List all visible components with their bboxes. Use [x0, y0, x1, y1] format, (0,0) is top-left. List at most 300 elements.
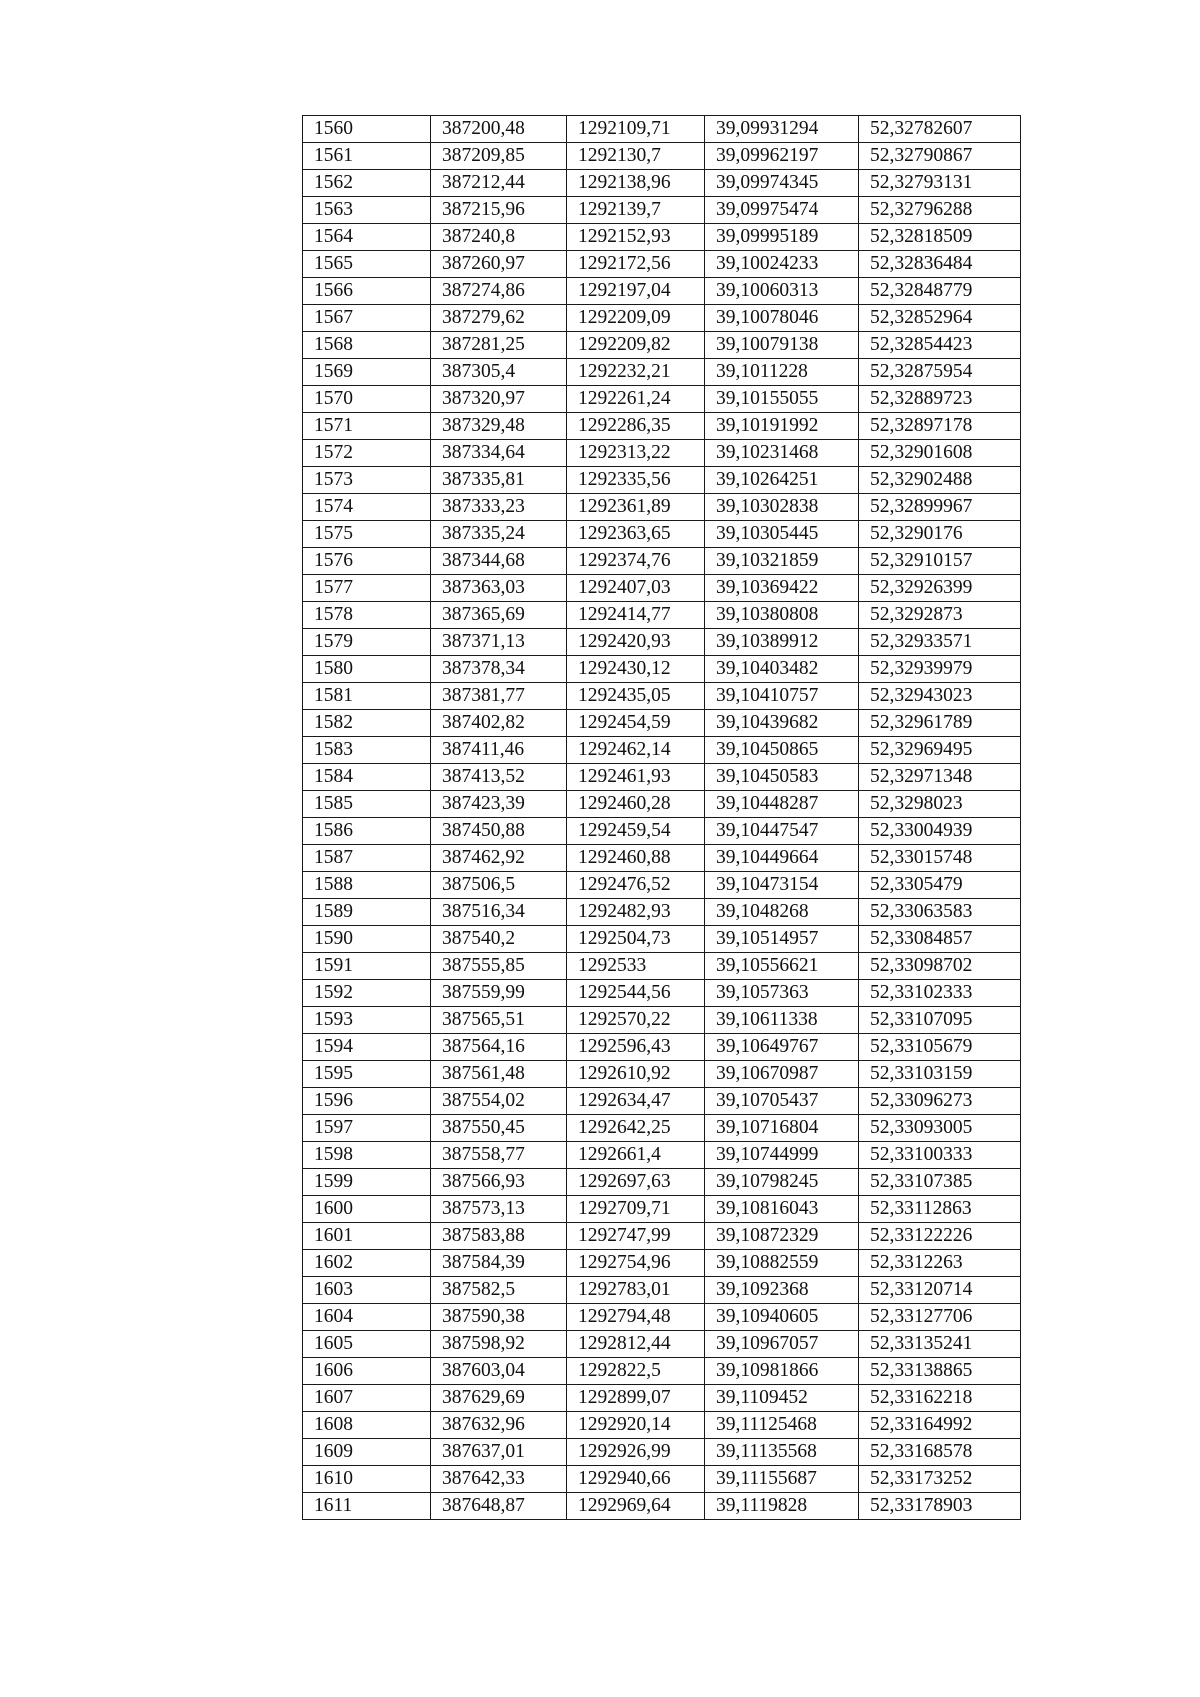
- latitude-cell: 52,33100333: [859, 1142, 1021, 1169]
- x-coordinate-cell: 387550,45: [431, 1115, 567, 1142]
- longitude-cell: 39,1057363: [705, 980, 859, 1007]
- point-number-cell: 1593: [303, 1007, 431, 1034]
- y-coordinate-cell: 1292363,65: [567, 521, 705, 548]
- point-number-cell: 1561: [303, 143, 431, 170]
- latitude-cell: 52,32939979: [859, 656, 1021, 683]
- y-coordinate-cell: 1292374,76: [567, 548, 705, 575]
- longitude-cell: 39,10473154: [705, 872, 859, 899]
- longitude-cell: 39,10403482: [705, 656, 859, 683]
- point-number-cell: 1597: [303, 1115, 431, 1142]
- longitude-cell: 39,10514957: [705, 926, 859, 953]
- point-number-cell: 1565: [303, 251, 431, 278]
- point-number-cell: 1588: [303, 872, 431, 899]
- y-coordinate-cell: 1292533: [567, 953, 705, 980]
- longitude-cell: 39,10450865: [705, 737, 859, 764]
- point-number-cell: 1574: [303, 494, 431, 521]
- longitude-cell: 39,10305445: [705, 521, 859, 548]
- y-coordinate-cell: 1292209,09: [567, 305, 705, 332]
- latitude-cell: 52,3290176: [859, 521, 1021, 548]
- latitude-cell: 52,33004939: [859, 818, 1021, 845]
- x-coordinate-cell: 387334,64: [431, 440, 567, 467]
- latitude-cell: 52,3312263: [859, 1250, 1021, 1277]
- latitude-cell: 52,32899967: [859, 494, 1021, 521]
- x-coordinate-cell: 387281,25: [431, 332, 567, 359]
- longitude-cell: 39,10981866: [705, 1358, 859, 1385]
- point-number-cell: 1579: [303, 629, 431, 656]
- table-row: [303, 953, 1021, 980]
- x-coordinate-cell: 387573,13: [431, 1196, 567, 1223]
- table-row: [303, 332, 1021, 359]
- x-coordinate-cell: 387506,5: [431, 872, 567, 899]
- x-coordinate-cell: 387561,48: [431, 1061, 567, 1088]
- longitude-cell: 39,11135568: [705, 1439, 859, 1466]
- point-number-cell: 1564: [303, 224, 431, 251]
- y-coordinate-cell: 1292794,48: [567, 1304, 705, 1331]
- latitude-cell: 52,32818509: [859, 224, 1021, 251]
- table-row: [303, 575, 1021, 602]
- longitude-cell: 39,10448287: [705, 791, 859, 818]
- y-coordinate-cell: 1292476,52: [567, 872, 705, 899]
- longitude-cell: 39,10389912: [705, 629, 859, 656]
- table-row: [303, 1034, 1021, 1061]
- latitude-cell: 52,32836484: [859, 251, 1021, 278]
- x-coordinate-cell: 387413,52: [431, 764, 567, 791]
- latitude-cell: 52,33107095: [859, 1007, 1021, 1034]
- x-coordinate-cell: 387590,38: [431, 1304, 567, 1331]
- table-row: [303, 278, 1021, 305]
- y-coordinate-cell: 1292596,43: [567, 1034, 705, 1061]
- table-row: [303, 1088, 1021, 1115]
- y-coordinate-cell: 1292822,5: [567, 1358, 705, 1385]
- point-number-cell: 1609: [303, 1439, 431, 1466]
- latitude-cell: 52,3298023: [859, 791, 1021, 818]
- point-number-cell: 1586: [303, 818, 431, 845]
- y-coordinate-cell: 1292459,54: [567, 818, 705, 845]
- table-row: [303, 224, 1021, 251]
- latitude-cell: 52,33164992: [859, 1412, 1021, 1439]
- x-coordinate-cell: 387598,92: [431, 1331, 567, 1358]
- longitude-cell: 39,10024233: [705, 251, 859, 278]
- point-number-cell: 1562: [303, 170, 431, 197]
- point-number-cell: 1585: [303, 791, 431, 818]
- longitude-cell: 39,10670987: [705, 1061, 859, 1088]
- y-coordinate-cell: 1292634,47: [567, 1088, 705, 1115]
- point-number-cell: 1568: [303, 332, 431, 359]
- latitude-cell: 52,32961789: [859, 710, 1021, 737]
- x-coordinate-cell: 387584,39: [431, 1250, 567, 1277]
- latitude-cell: 52,33162218: [859, 1385, 1021, 1412]
- x-coordinate-cell: 387209,85: [431, 143, 567, 170]
- point-number-cell: 1581: [303, 683, 431, 710]
- latitude-cell: 52,32793131: [859, 170, 1021, 197]
- table-row: [303, 1223, 1021, 1250]
- y-coordinate-cell: 1292926,99: [567, 1439, 705, 1466]
- longitude-cell: 39,10872329: [705, 1223, 859, 1250]
- latitude-cell: 52,32852964: [859, 305, 1021, 332]
- latitude-cell: 52,33173252: [859, 1466, 1021, 1493]
- x-coordinate-cell: 387516,34: [431, 899, 567, 926]
- point-number-cell: 1566: [303, 278, 431, 305]
- latitude-cell: 52,33112863: [859, 1196, 1021, 1223]
- latitude-cell: 52,32889723: [859, 386, 1021, 413]
- table-row: [303, 737, 1021, 764]
- x-coordinate-cell: 387215,96: [431, 197, 567, 224]
- table-row: [303, 1061, 1021, 1088]
- x-coordinate-cell: 387335,24: [431, 521, 567, 548]
- table-row: [303, 467, 1021, 494]
- table-row: [303, 683, 1021, 710]
- longitude-cell: 39,10079138: [705, 332, 859, 359]
- x-coordinate-cell: 387565,51: [431, 1007, 567, 1034]
- x-coordinate-cell: 387566,93: [431, 1169, 567, 1196]
- point-number-cell: 1600: [303, 1196, 431, 1223]
- x-coordinate-cell: 387582,5: [431, 1277, 567, 1304]
- longitude-cell: 39,10380808: [705, 602, 859, 629]
- longitude-cell: 39,10556621: [705, 953, 859, 980]
- x-coordinate-cell: 387648,87: [431, 1493, 567, 1520]
- latitude-cell: 52,32796288: [859, 197, 1021, 224]
- y-coordinate-cell: 1292940,66: [567, 1466, 705, 1493]
- point-number-cell: 1578: [303, 602, 431, 629]
- latitude-cell: 52,32875954: [859, 359, 1021, 386]
- longitude-cell: 39,1092368: [705, 1277, 859, 1304]
- y-coordinate-cell: 1292920,14: [567, 1412, 705, 1439]
- latitude-cell: 52,32897178: [859, 413, 1021, 440]
- x-coordinate-cell: 387365,69: [431, 602, 567, 629]
- point-number-cell: 1599: [303, 1169, 431, 1196]
- point-number-cell: 1604: [303, 1304, 431, 1331]
- latitude-cell: 52,33178903: [859, 1493, 1021, 1520]
- coordinates-table: [302, 115, 1021, 1520]
- table-row: [303, 1439, 1021, 1466]
- longitude-cell: 39,1109452: [705, 1385, 859, 1412]
- x-coordinate-cell: 387305,4: [431, 359, 567, 386]
- table-row: [303, 1493, 1021, 1520]
- y-coordinate-cell: 1292461,93: [567, 764, 705, 791]
- y-coordinate-cell: 1292610,92: [567, 1061, 705, 1088]
- y-coordinate-cell: 1292754,96: [567, 1250, 705, 1277]
- longitude-cell: 39,10078046: [705, 305, 859, 332]
- point-number-cell: 1572: [303, 440, 431, 467]
- latitude-cell: 52,32943023: [859, 683, 1021, 710]
- y-coordinate-cell: 1292812,44: [567, 1331, 705, 1358]
- x-coordinate-cell: 387583,88: [431, 1223, 567, 1250]
- latitude-cell: 52,33127706: [859, 1304, 1021, 1331]
- longitude-cell: 39,10940605: [705, 1304, 859, 1331]
- y-coordinate-cell: 1292361,89: [567, 494, 705, 521]
- table-row: [303, 251, 1021, 278]
- y-coordinate-cell: 1292460,28: [567, 791, 705, 818]
- longitude-cell: 39,09974345: [705, 170, 859, 197]
- latitude-cell: 52,3305479: [859, 872, 1021, 899]
- x-coordinate-cell: 387381,77: [431, 683, 567, 710]
- table-row: [303, 845, 1021, 872]
- longitude-cell: 39,10302838: [705, 494, 859, 521]
- latitude-cell: 52,32782607: [859, 116, 1021, 143]
- y-coordinate-cell: 1292313,22: [567, 440, 705, 467]
- point-number-cell: 1596: [303, 1088, 431, 1115]
- y-coordinate-cell: 1292407,03: [567, 575, 705, 602]
- x-coordinate-cell: 387554,02: [431, 1088, 567, 1115]
- latitude-cell: 52,32926399: [859, 575, 1021, 602]
- latitude-cell: 52,33103159: [859, 1061, 1021, 1088]
- point-number-cell: 1605: [303, 1331, 431, 1358]
- table-row: [303, 197, 1021, 224]
- latitude-cell: 52,33105679: [859, 1034, 1021, 1061]
- point-number-cell: 1580: [303, 656, 431, 683]
- x-coordinate-cell: 387637,01: [431, 1439, 567, 1466]
- longitude-cell: 39,09962197: [705, 143, 859, 170]
- longitude-cell: 39,10369422: [705, 575, 859, 602]
- point-number-cell: 1590: [303, 926, 431, 953]
- table-row: [303, 116, 1021, 143]
- table-row: [303, 440, 1021, 467]
- x-coordinate-cell: 387629,69: [431, 1385, 567, 1412]
- table-row: [303, 656, 1021, 683]
- latitude-cell: 52,32790867: [859, 143, 1021, 170]
- y-coordinate-cell: 1292570,22: [567, 1007, 705, 1034]
- latitude-cell: 52,33122226: [859, 1223, 1021, 1250]
- longitude-cell: 39,10705437: [705, 1088, 859, 1115]
- x-coordinate-cell: 387402,82: [431, 710, 567, 737]
- latitude-cell: 52,32854423: [859, 332, 1021, 359]
- point-number-cell: 1571: [303, 413, 431, 440]
- y-coordinate-cell: 1292504,73: [567, 926, 705, 953]
- table-row: [303, 386, 1021, 413]
- point-number-cell: 1570: [303, 386, 431, 413]
- latitude-cell: 52,32910157: [859, 548, 1021, 575]
- table-row: [303, 1412, 1021, 1439]
- x-coordinate-cell: 387559,99: [431, 980, 567, 1007]
- point-number-cell: 1569: [303, 359, 431, 386]
- table-row: [303, 1007, 1021, 1034]
- point-number-cell: 1577: [303, 575, 431, 602]
- longitude-cell: 39,10447547: [705, 818, 859, 845]
- latitude-cell: 52,3292873: [859, 602, 1021, 629]
- y-coordinate-cell: 1292261,24: [567, 386, 705, 413]
- latitude-cell: 52,33107385: [859, 1169, 1021, 1196]
- table-row: [303, 1250, 1021, 1277]
- y-coordinate-cell: 1292209,82: [567, 332, 705, 359]
- longitude-cell: 39,10450583: [705, 764, 859, 791]
- latitude-cell: 52,33168578: [859, 1439, 1021, 1466]
- table-row: [303, 548, 1021, 575]
- table-row: [303, 1466, 1021, 1493]
- table-row: [303, 1142, 1021, 1169]
- point-number-cell: 1603: [303, 1277, 431, 1304]
- table-row: [303, 359, 1021, 386]
- x-coordinate-cell: 387274,86: [431, 278, 567, 305]
- longitude-cell: 39,09931294: [705, 116, 859, 143]
- longitude-cell: 39,1119828: [705, 1493, 859, 1520]
- y-coordinate-cell: 1292747,99: [567, 1223, 705, 1250]
- point-number-cell: 1610: [303, 1466, 431, 1493]
- latitude-cell: 52,32901608: [859, 440, 1021, 467]
- table-row: [303, 899, 1021, 926]
- x-coordinate-cell: 387564,16: [431, 1034, 567, 1061]
- table-row: [303, 872, 1021, 899]
- table-row: [303, 710, 1021, 737]
- latitude-cell: 52,33120714: [859, 1277, 1021, 1304]
- x-coordinate-cell: 387378,34: [431, 656, 567, 683]
- longitude-cell: 39,10060313: [705, 278, 859, 305]
- longitude-cell: 39,10155055: [705, 386, 859, 413]
- y-coordinate-cell: 1292286,35: [567, 413, 705, 440]
- point-number-cell: 1587: [303, 845, 431, 872]
- y-coordinate-cell: 1292969,64: [567, 1493, 705, 1520]
- x-coordinate-cell: 387603,04: [431, 1358, 567, 1385]
- x-coordinate-cell: 387558,77: [431, 1142, 567, 1169]
- y-coordinate-cell: 1292197,04: [567, 278, 705, 305]
- table-row: [303, 1196, 1021, 1223]
- longitude-cell: 39,10882559: [705, 1250, 859, 1277]
- latitude-cell: 52,33138865: [859, 1358, 1021, 1385]
- y-coordinate-cell: 1292454,59: [567, 710, 705, 737]
- longitude-cell: 39,09975474: [705, 197, 859, 224]
- table-row: [303, 1385, 1021, 1412]
- table-row: [303, 629, 1021, 656]
- point-number-cell: 1573: [303, 467, 431, 494]
- latitude-cell: 52,32848779: [859, 278, 1021, 305]
- table-row: [303, 1115, 1021, 1142]
- longitude-cell: 39,10321859: [705, 548, 859, 575]
- y-coordinate-cell: 1292899,07: [567, 1385, 705, 1412]
- point-number-cell: 1582: [303, 710, 431, 737]
- x-coordinate-cell: 387200,48: [431, 116, 567, 143]
- point-number-cell: 1602: [303, 1250, 431, 1277]
- latitude-cell: 52,33102333: [859, 980, 1021, 1007]
- point-number-cell: 1591: [303, 953, 431, 980]
- y-coordinate-cell: 1292152,93: [567, 224, 705, 251]
- point-number-cell: 1601: [303, 1223, 431, 1250]
- table-row: [303, 764, 1021, 791]
- x-coordinate-cell: 387333,23: [431, 494, 567, 521]
- table-row: [303, 1277, 1021, 1304]
- x-coordinate-cell: 387320,97: [431, 386, 567, 413]
- table-row: [303, 980, 1021, 1007]
- y-coordinate-cell: 1292544,56: [567, 980, 705, 1007]
- longitude-cell: 39,10744999: [705, 1142, 859, 1169]
- point-number-cell: 1575: [303, 521, 431, 548]
- y-coordinate-cell: 1292232,21: [567, 359, 705, 386]
- latitude-cell: 52,33098702: [859, 953, 1021, 980]
- x-coordinate-cell: 387260,97: [431, 251, 567, 278]
- table-row: [303, 1358, 1021, 1385]
- y-coordinate-cell: 1292172,56: [567, 251, 705, 278]
- point-number-cell: 1576: [303, 548, 431, 575]
- point-number-cell: 1583: [303, 737, 431, 764]
- longitude-cell: 39,11125468: [705, 1412, 859, 1439]
- coordinates-table-body: [303, 116, 1021, 1520]
- y-coordinate-cell: 1292462,14: [567, 737, 705, 764]
- y-coordinate-cell: 1292697,63: [567, 1169, 705, 1196]
- y-coordinate-cell: 1292642,25: [567, 1115, 705, 1142]
- x-coordinate-cell: 387540,2: [431, 926, 567, 953]
- y-coordinate-cell: 1292783,01: [567, 1277, 705, 1304]
- point-number-cell: 1607: [303, 1385, 431, 1412]
- longitude-cell: 39,10449664: [705, 845, 859, 872]
- table-row: [303, 413, 1021, 440]
- table-row: [303, 305, 1021, 332]
- latitude-cell: 52,32969495: [859, 737, 1021, 764]
- table-row: [303, 791, 1021, 818]
- latitude-cell: 52,32971348: [859, 764, 1021, 791]
- point-number-cell: 1595: [303, 1061, 431, 1088]
- x-coordinate-cell: 387555,85: [431, 953, 567, 980]
- longitude-cell: 39,10816043: [705, 1196, 859, 1223]
- table-row: [303, 1304, 1021, 1331]
- point-number-cell: 1598: [303, 1142, 431, 1169]
- point-number-cell: 1592: [303, 980, 431, 1007]
- table-row: [303, 1331, 1021, 1358]
- x-coordinate-cell: 387363,03: [431, 575, 567, 602]
- x-coordinate-cell: 387212,44: [431, 170, 567, 197]
- table-row: [303, 521, 1021, 548]
- latitude-cell: 52,33096273: [859, 1088, 1021, 1115]
- longitude-cell: 39,10649767: [705, 1034, 859, 1061]
- longitude-cell: 39,10264251: [705, 467, 859, 494]
- point-number-cell: 1608: [303, 1412, 431, 1439]
- latitude-cell: 52,33063583: [859, 899, 1021, 926]
- x-coordinate-cell: 387344,68: [431, 548, 567, 575]
- y-coordinate-cell: 1292661,4: [567, 1142, 705, 1169]
- y-coordinate-cell: 1292335,56: [567, 467, 705, 494]
- longitude-cell: 39,10439682: [705, 710, 859, 737]
- point-number-cell: 1584: [303, 764, 431, 791]
- longitude-cell: 39,10231468: [705, 440, 859, 467]
- point-number-cell: 1567: [303, 305, 431, 332]
- x-coordinate-cell: 387411,46: [431, 737, 567, 764]
- x-coordinate-cell: 387632,96: [431, 1412, 567, 1439]
- table-row: [303, 494, 1021, 521]
- latitude-cell: 52,33093005: [859, 1115, 1021, 1142]
- x-coordinate-cell: 387329,48: [431, 413, 567, 440]
- latitude-cell: 52,33084857: [859, 926, 1021, 953]
- longitude-cell: 39,11155687: [705, 1466, 859, 1493]
- x-coordinate-cell: 387240,8: [431, 224, 567, 251]
- y-coordinate-cell: 1292414,77: [567, 602, 705, 629]
- x-coordinate-cell: 387335,81: [431, 467, 567, 494]
- y-coordinate-cell: 1292709,71: [567, 1196, 705, 1223]
- y-coordinate-cell: 1292130,7: [567, 143, 705, 170]
- latitude-cell: 52,32933571: [859, 629, 1021, 656]
- y-coordinate-cell: 1292460,88: [567, 845, 705, 872]
- y-coordinate-cell: 1292482,93: [567, 899, 705, 926]
- x-coordinate-cell: 387371,13: [431, 629, 567, 656]
- table-row: [303, 143, 1021, 170]
- x-coordinate-cell: 387423,39: [431, 791, 567, 818]
- latitude-cell: 52,32902488: [859, 467, 1021, 494]
- y-coordinate-cell: 1292139,7: [567, 197, 705, 224]
- y-coordinate-cell: 1292430,12: [567, 656, 705, 683]
- latitude-cell: 52,33015748: [859, 845, 1021, 872]
- y-coordinate-cell: 1292420,93: [567, 629, 705, 656]
- point-number-cell: 1563: [303, 197, 431, 224]
- table-row: [303, 602, 1021, 629]
- longitude-cell: 39,1048268: [705, 899, 859, 926]
- table-row: [303, 926, 1021, 953]
- y-coordinate-cell: 1292138,96: [567, 170, 705, 197]
- x-coordinate-cell: 387279,62: [431, 305, 567, 332]
- point-number-cell: 1611: [303, 1493, 431, 1520]
- point-number-cell: 1606: [303, 1358, 431, 1385]
- longitude-cell: 39,10410757: [705, 683, 859, 710]
- longitude-cell: 39,10967057: [705, 1331, 859, 1358]
- y-coordinate-cell: 1292109,71: [567, 116, 705, 143]
- x-coordinate-cell: 387642,33: [431, 1466, 567, 1493]
- longitude-cell: 39,10798245: [705, 1169, 859, 1196]
- longitude-cell: 39,10611338: [705, 1007, 859, 1034]
